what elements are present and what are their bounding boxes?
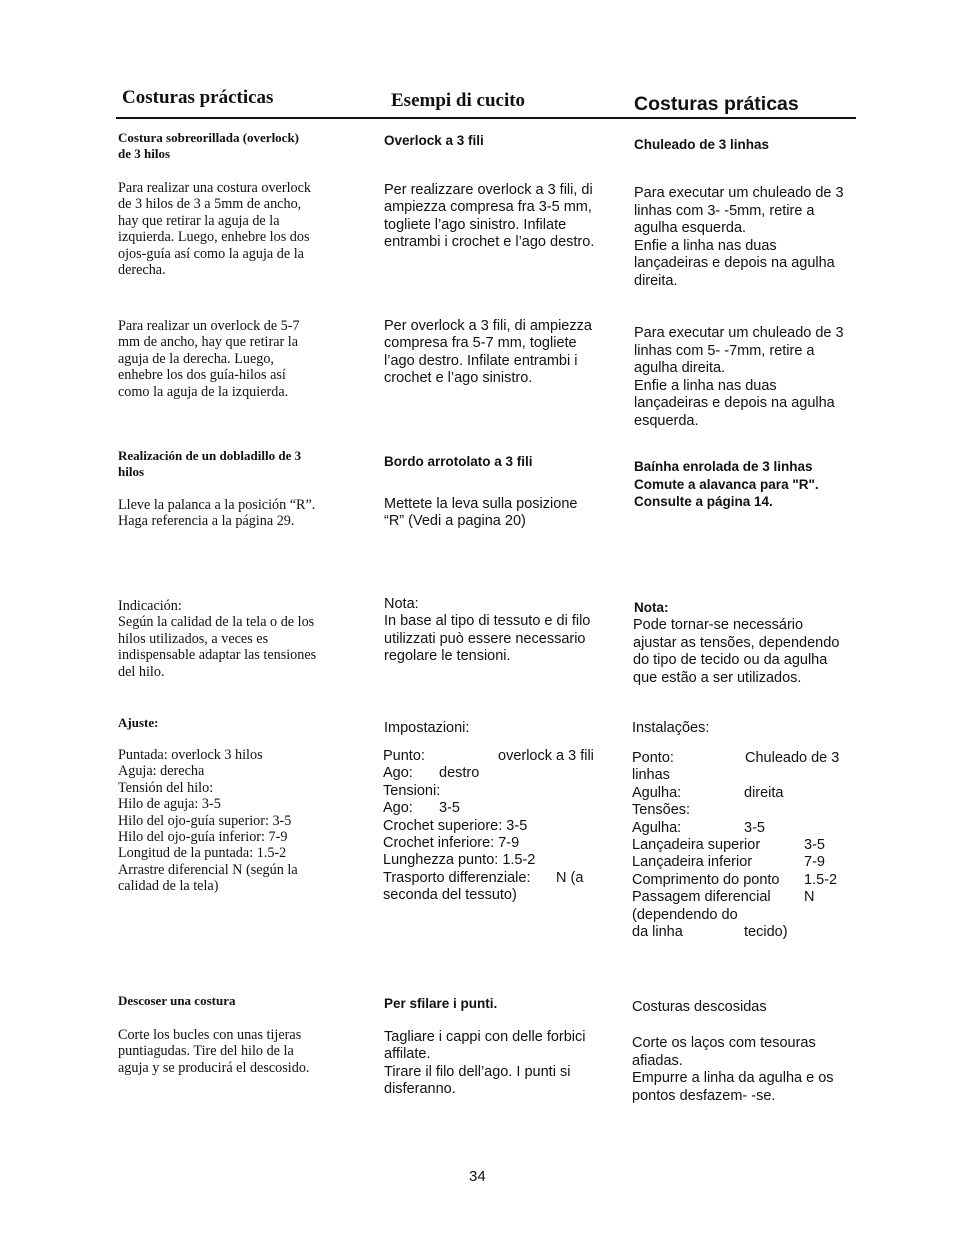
- pt-settings-value: N: [804, 889, 815, 906]
- pt-unpick-title: Costuras descosidas: [632, 999, 767, 1015]
- it-settings-row: [383, 765, 608, 782]
- pt-settings-label: linhas: [632, 767, 670, 784]
- pt-overlock-text-2: Para executar um chuleado de 3 linhas com 5- -7mm, retire a agulha direita. Enfie a linha nas duas lançadeiras e depois na agulha esquerda.: [634, 325, 844, 429]
- it-settings-label: Punto:: [383, 748, 425, 764]
- pt-settings-row: [632, 802, 857, 819]
- pt-unpick-text: Corte os laços com tesouras afiadas. Empurre a linha da agulha e os pontos desfazem- -se.: [632, 1035, 834, 1104]
- it-settings-row: [383, 887, 608, 904]
- pt-note-text: Pode tornar-se necessário ajustar as tensões, dependendo do tipo de tecido ou da agulha que estão a ser utilizados.: [633, 617, 840, 686]
- pt-settings-title: Instalações:: [632, 720, 710, 736]
- pt-settings-table: [632, 750, 857, 941]
- es-overlock-text-1: Para realizar una costura overlock de 3 hilos de 3 a 5mm de ancho, hay que retirar la aguja de la izquierda. Luego, enhebre los dos ojos-guía así como la aguja de la derecha.: [118, 180, 312, 279]
- pt-settings-label: Agulha:: [632, 819, 682, 836]
- pt-settings-label: da linha: [632, 923, 683, 940]
- header-rule: [116, 117, 856, 119]
- es-settings-title: Ajuste:: [118, 715, 159, 730]
- pt-settings-row: [632, 854, 857, 871]
- es-hem-title: Realización de un dobladillo de 3 hilos: [118, 448, 302, 480]
- pt-settings-value: 3-5: [744, 819, 765, 836]
- es-hem-text: Lleve la palanca a la posición “R”. Haga referencia a la página 29.: [118, 497, 316, 530]
- it-hem-title: Bordo arrotolato a 3 fili: [384, 454, 533, 469]
- it-settings-title: Impostazioni:: [384, 720, 470, 736]
- it-note: Nota: In base al tipo di tessuto e di filo utilizzati può essere necessario regolare le tensioni.: [384, 596, 591, 664]
- it-settings-row: [383, 818, 608, 835]
- es-overlock-text-2: Para realizar un overlock de 5-7 mm de ancho, hay que retirar la aguja de la derecha. Luego, enhebre los dos guía-hilos así como la aguja de la izquierda.: [118, 318, 300, 400]
- pt-settings-row: [632, 907, 857, 924]
- it-unpick-title: Per sfilare i punti.: [384, 996, 498, 1011]
- pt-overlock-title: Chuleado de 3 linhas: [634, 137, 770, 152]
- pt-settings-value: 1.5-2: [804, 871, 838, 888]
- es-settings-text: Puntada: overlock 3 hilos Aguja: derecha Tensión del hilo: Hilo de aguja: 3-5 Hilo del ojo-guía superior: 3-5 Hilo del ojo-guía inferior: 7-9 Longitud de la puntada: 1.5-2 Arrastre diferencial N (según la calidad de la tela): [118, 747, 298, 895]
- it-settings-value: overlock a 3 fili: [498, 748, 594, 764]
- it-settings-row: [383, 835, 608, 852]
- it-settings-label: Tensioni:: [383, 782, 441, 799]
- pt-settings-value: 3-5: [804, 836, 825, 853]
- pt-settings-label: Agulha:: [632, 784, 682, 801]
- it-settings-label: Crochet superiore: 3-5: [383, 817, 528, 834]
- pt-settings-row: [632, 785, 857, 802]
- es-unpick-title: Descoser una costura: [118, 993, 236, 1008]
- it-settings-label: seconda del tessuto): [383, 887, 517, 904]
- pt-settings-label: Lançadeira inferior: [632, 854, 753, 871]
- it-settings-row: [383, 870, 608, 887]
- pt-settings-label: (dependendo do: [632, 906, 738, 923]
- it-settings-value: N (a: [556, 869, 584, 886]
- it-settings-row: [383, 852, 608, 869]
- pt-settings-label: Lançadeira superior: [632, 836, 761, 853]
- page-number: 34: [469, 1168, 486, 1185]
- header-italian: Esempi di cucito: [391, 90, 526, 111]
- it-overlock-text-2: Per overlock a 3 fili, di ampiezza compresa fra 5-7 mm, togliete l’ago destro. Infilate entrambi i crochet e l’ago sinistro.: [384, 318, 592, 386]
- pt-settings-row: [632, 750, 857, 767]
- es-overlock-title: Costura sobreorillada (overlock) de 3 hilos: [118, 130, 300, 162]
- pt-hem-text: Baínha enrolada de 3 linhas Comute a alavanca para "R". Consulte a página 14.: [634, 459, 819, 510]
- it-settings-label: Ago:: [383, 800, 413, 817]
- it-settings-label: Lunghezza punto: 1.5-2: [383, 852, 536, 869]
- pt-settings-label: Comprimento do ponto: [632, 871, 780, 888]
- pt-settings-value: tecido): [744, 923, 788, 940]
- it-overlock-title: Overlock a 3 fili: [384, 133, 484, 148]
- es-unpick-text: Corte los bucles con unas tijeras puntiagudas. Tire del hilo de la aguja y se producirá el descosido.: [118, 1027, 310, 1076]
- it-settings-table: [383, 748, 608, 905]
- pt-settings-value: direita: [744, 784, 784, 801]
- header-spanish: Costuras prácticas: [122, 87, 274, 108]
- it-settings-label: Trasporto differenziale:: [383, 869, 531, 886]
- pt-settings-value: 7-9: [804, 854, 825, 871]
- it-settings-value: destro: [439, 765, 480, 782]
- pt-settings-row: [632, 837, 857, 854]
- pt-settings-row: [632, 889, 857, 906]
- pt-settings-label: Ponto:: [632, 750, 674, 766]
- pt-settings-label: Tensões:: [632, 802, 691, 819]
- it-settings-label: Ago:: [383, 765, 413, 782]
- pt-settings-row: [632, 924, 857, 941]
- header-portuguese: Costuras práticas: [634, 93, 799, 115]
- pt-settings-row: [632, 767, 857, 784]
- pt-settings-label: Passagem diferencial: [632, 889, 771, 906]
- it-settings-row: [383, 748, 608, 765]
- pt-settings-value: Chuleado de 3: [745, 750, 840, 766]
- it-overlock-text-1: Per realizzare overlock a 3 fili, di ampiezza compresa fra 3-5 mm, togliete l’ago sinistro. Infilate entrambi i crochet e l’ago destro.: [384, 182, 595, 250]
- it-settings-label: Crochet inferiore: 7-9: [383, 834, 520, 851]
- it-settings-row: [383, 800, 608, 817]
- pt-note-title: Nota:: [634, 600, 669, 615]
- it-settings-row: [383, 783, 608, 800]
- it-settings-value: 3-5: [439, 800, 460, 817]
- it-hem-text: Mettete la leva sulla posizione “R” (Vedi a pagina 20): [384, 496, 578, 530]
- it-unpick-text: Tagliare i cappi con delle forbici affilate. Tirare il filo dell’ago. I punti si disferanno.: [384, 1029, 586, 1097]
- pt-overlock-text-1: Para executar um chuleado de 3 linhas com 3- -5mm, retire a agulha esquerda. Enfie a linha nas duas lançadeiras e depois na agulha direita.: [634, 185, 844, 289]
- es-note: Indicación: Según la calidad de la tela o de los hilos utilizados, a veces es indispensable adaptar las tensiones del hilo.: [118, 598, 317, 680]
- pt-settings-row: [632, 820, 857, 837]
- pt-settings-row: [632, 872, 857, 889]
